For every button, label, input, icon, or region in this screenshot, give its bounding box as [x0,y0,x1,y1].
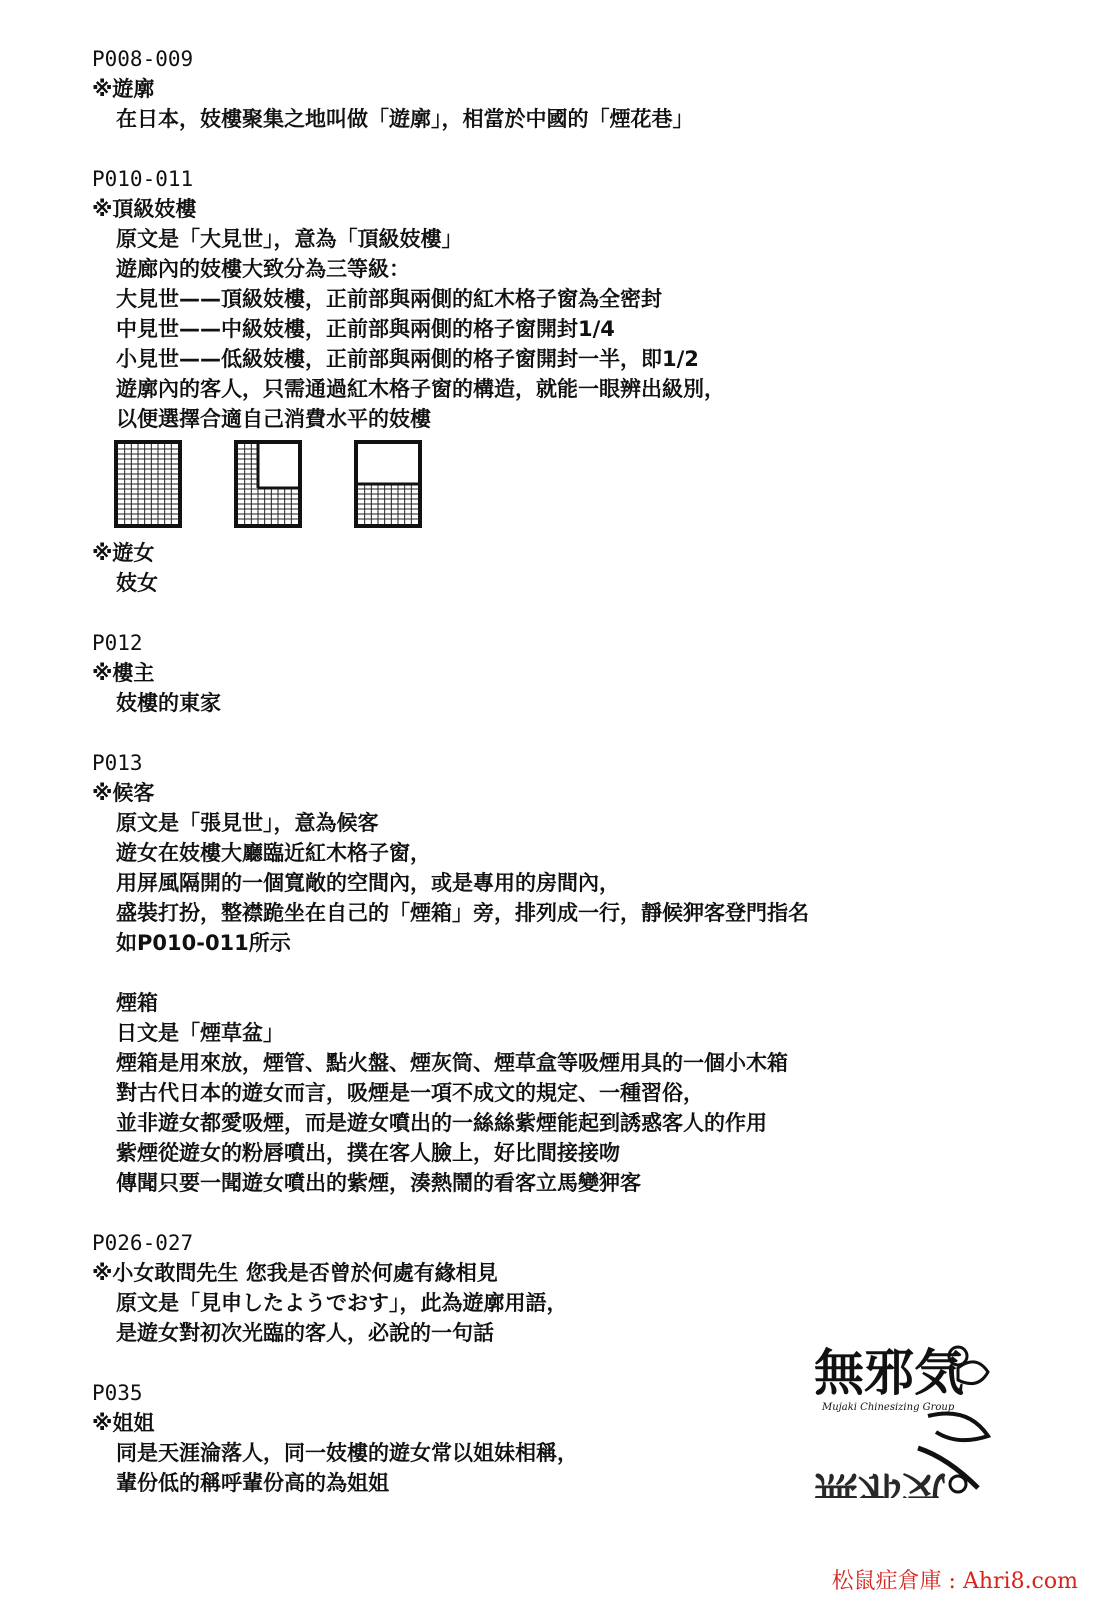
note-line: 紫煙從遊女的粉唇噴出，撲在客人臉上，好比間接接吻 [116,1141,620,1165]
note-line: 小見世——低級妓樓，正前部與兩側的格子窗開封一半，即1/2 [116,347,699,371]
note-line: 同是天涯淪落人，同一妓樓的遊女常以姐妹相稱， [116,1441,578,1465]
note-line: 盛裝打扮，整襟跪坐在自己的「煙箱」旁，排列成一行，靜候狎客登門指名 [116,901,809,925]
section-p013 [92,748,992,1228]
section-gap [92,1198,992,1228]
lattice-window-full [114,440,182,528]
page-number: P026-027 [92,1231,194,1255]
note-line: 煙箱是用來放，煙管、點火盤、煙灰筒、煙草盒等吸煙用具的一個小木箱 [116,1051,788,1075]
svg-text:無邪気: 無邪気 [814,1467,946,1498]
section-gap [92,134,992,164]
term-heading: ※樓主 [92,661,155,685]
note-line: 遊廊內的妓樓大致分為三等級： [116,257,410,281]
note-line: 是遊女對初次光臨的客人，必說的一句話 [116,1321,494,1345]
section-p012 [92,628,992,748]
svg-text:Mujaki Chinesizing Group: Mujaki Chinesizing Group [822,1402,955,1413]
page-number: P035 [92,1381,143,1405]
group-logo [808,1338,998,1498]
section-p010-011 [92,164,992,628]
note-line: 用屏風隔開的一個寬敞的空間內，或是專用的房間內， [116,871,620,895]
term-heading: ※頂級妓樓 [92,197,197,221]
note-line: 遊廓內的客人，只需通過紅木格子窗的構造，就能一眼辨出級別， [116,377,725,401]
lattice-window-diagrams [92,440,992,528]
site-watermark: 松鼠症倉庫 : Ahri8.com [831,1569,1078,1594]
note-line: 對古代日本的遊女而言，吸煙是一項不成文的規定、一種習俗， [116,1081,704,1105]
note-line: 遊女在妓樓大廳臨近紅木格子窗， [116,841,431,865]
note-line: 原文是「大見世」，意為「頂級妓樓」 [116,227,463,251]
note-line: 傳聞只要一聞遊女噴出的紫煙，湊熱鬧的看客立馬變狎客 [116,1171,641,1195]
lattice-window-half-open [354,440,422,528]
note-line: 煙箱 [116,991,158,1015]
note-line: 並非遊女都愛吸煙，而是遊女噴出的一絲絲紫煙能起到誘惑客人的作用 [116,1111,767,1135]
section-gap [92,598,992,628]
note-line: 在日本，妓樓聚集之地叫做「遊廓」，相當於中國的「煙花巷」 [116,107,694,131]
note-line: 如P010-011所示 [116,931,291,955]
term-heading: ※遊女 [92,541,155,565]
note-line [92,958,992,988]
section-p008-009 [92,44,992,164]
note-line: 原文是「張見世」，意為候客 [116,811,379,835]
svg-text:無邪気: 無邪気 [814,1343,964,1402]
lattice-window-quarter-open [234,440,302,528]
note-line: 輩份低的稱呼輩份高的為姐姐 [116,1471,389,1495]
page-number: P013 [92,751,143,775]
notes-document [92,44,992,1498]
term-heading: ※小女敢問先生 您我是否曾於何處有緣相見 [92,1261,498,1285]
term-heading: ※候客 [92,781,155,805]
page-number: P012 [92,631,143,655]
note-line: 中見世——中級妓樓，正前部與兩側的格子窗開封1/4 [116,317,615,341]
note-line: 以便選擇合適自己消費水平的妓樓 [116,407,431,431]
term-heading: ※姐姐 [92,1411,155,1435]
section-gap [92,718,992,748]
note-line: 妓樓的東家 [116,691,221,715]
term-heading: ※遊廓 [92,77,155,101]
page-number: P010-011 [92,167,194,191]
note-line: 日文是「煙草盆」 [116,1021,284,1045]
note-line: 妓女 [116,571,158,595]
note-line: 原文是「見申したようでおす」，此為遊廓用語， [116,1291,568,1315]
note-line: 大見世——頂級妓樓，正前部與兩側的紅木格子窗為全密封 [116,287,662,311]
page-number: P008-009 [92,47,194,71]
